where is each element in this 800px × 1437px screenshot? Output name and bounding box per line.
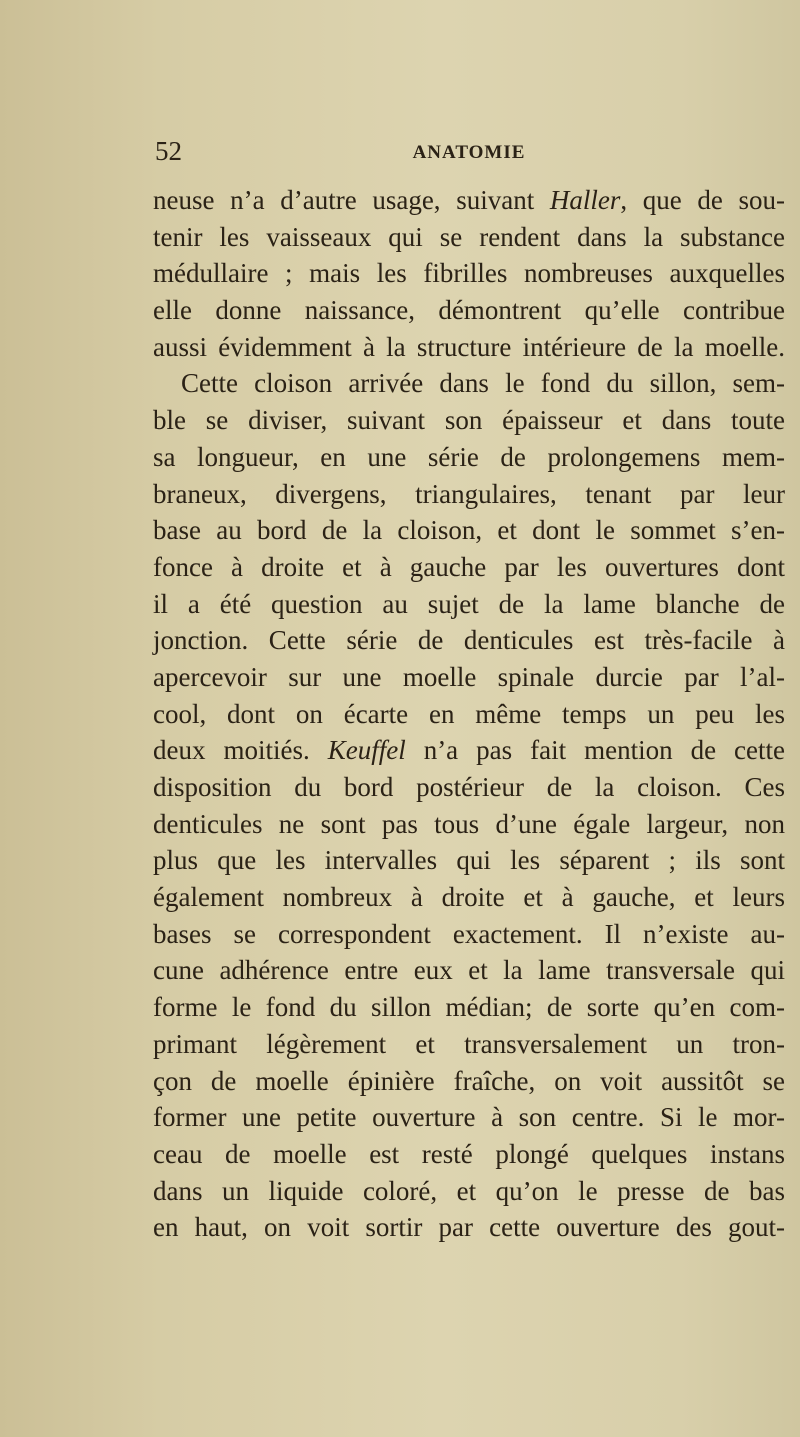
text-line-content — [153, 442, 785, 472]
page-number: 52 — [155, 136, 182, 166]
text-run: ceau de moelle est resté plongé quelques instans — [153, 1138, 785, 1169]
text-line-content — [181, 368, 785, 398]
text-run: denticules ne sont pas tous d’une égale largeur, non — [153, 808, 785, 839]
text-line-content — [153, 295, 785, 325]
text-line-content — [153, 332, 785, 362]
text-run: base au bord de la cloison, et dont le sommet s’en- — [153, 515, 785, 546]
text-line-content — [153, 589, 785, 619]
text-line-content — [153, 552, 785, 582]
text-line — [153, 476, 785, 513]
text-line — [153, 329, 785, 366]
text-line-content — [153, 1176, 785, 1206]
text-line — [153, 1099, 785, 1136]
text-line-content — [153, 699, 785, 729]
text-line — [153, 1026, 785, 1063]
text-run: également nombreux à droite et à gauche, et leurs — [153, 882, 785, 913]
text-run: en haut, on voit sortir par cette ouverture des gout- — [153, 1212, 785, 1243]
text-line — [153, 989, 785, 1026]
text-line-content — [153, 1212, 785, 1242]
text-run: cune adhérence entre eux et la lame transversale qui — [153, 955, 785, 986]
text-line — [153, 952, 785, 989]
text-run: Cette cloison arrivée dans le fond du sillon, sem- — [181, 368, 785, 399]
text-run: sa longueur, en une série de prolongemens mem- — [153, 441, 785, 472]
text-run: il a été question au sujet de la lame blanche de — [153, 588, 785, 619]
text-run: disposition du bord postérieur de la cloison. Ces — [153, 772, 785, 802]
text-run: deux moitiés. — [153, 735, 328, 766]
text-run: former une petite ouverture à son centre. Si le mor- — [153, 1102, 785, 1133]
text-run: fonce à droite et à gauche par les ouvertures dont — [153, 551, 785, 582]
text-line — [153, 292, 785, 329]
text-line-content — [153, 258, 785, 288]
text-line-content — [153, 479, 785, 509]
text-line — [153, 1063, 785, 1100]
text-line-content — [153, 735, 785, 765]
text-line — [153, 255, 785, 292]
text-line — [153, 879, 785, 916]
italic-name: Haller — [549, 185, 621, 215]
text-line — [153, 182, 785, 219]
text-line — [153, 696, 785, 733]
text-run: apercevoir sur une moelle spinale durcie par l’al- — [153, 661, 785, 692]
text-line-content — [153, 1139, 785, 1169]
text-line — [153, 659, 785, 696]
text-line — [153, 1136, 785, 1173]
text-line — [153, 1209, 785, 1246]
text-run: neuse n’a d’autre usage, suivant — [153, 185, 550, 215]
text-run: aussi évidemment à la structure intérieure de la moelle. — [153, 331, 785, 362]
text-run: cool, dont on écarte en même temps un peu les — [153, 698, 785, 729]
text-run: ble se diviser, suivant son épaisseur et dans toute — [153, 405, 785, 436]
text-run: , que de sou- — [620, 185, 785, 215]
text-line — [153, 916, 785, 953]
text-line-content — [153, 405, 785, 435]
text-line-content — [153, 955, 785, 985]
text-line-content — [153, 809, 785, 839]
body-text — [153, 182, 785, 1246]
text-run: forme le fond du sillon médian; de sorte qu’en com- — [153, 992, 785, 1023]
text-run: primant légèrement et transversalement un tron- — [153, 1028, 785, 1059]
text-line-content — [153, 772, 785, 802]
text-line — [153, 402, 785, 439]
text-line-content — [153, 882, 785, 912]
text-line — [153, 439, 785, 476]
text-line-content — [153, 919, 785, 949]
text-line-content — [153, 625, 785, 655]
text-run: braneux, divergens, triangulaires, tenant par leur — [153, 478, 785, 509]
text-line-content — [153, 992, 785, 1022]
running-title: ANATOMIE — [412, 142, 526, 163]
text-run: bases se correspondent exactement. Il n’existe au- — [153, 918, 785, 949]
text-line — [153, 732, 785, 769]
text-line — [153, 769, 785, 806]
text-line-content — [153, 222, 785, 252]
text-run: plus que les intervalles qui les séparent ; ils sont — [153, 845, 785, 876]
text-line-content — [153, 1029, 785, 1059]
text-line — [153, 512, 785, 549]
text-line — [153, 219, 785, 256]
text-line-content — [153, 1066, 785, 1096]
page-header — [153, 136, 785, 170]
text-line — [153, 365, 785, 402]
text-line — [153, 622, 785, 659]
text-run: çon de moelle épinière fraîche, on voit aussitôt se — [153, 1065, 785, 1096]
text-line — [153, 842, 785, 879]
text-line — [153, 806, 785, 843]
italic-name: Keuffel — [327, 735, 406, 766]
text-run: tenir les vaisseaux qui se rendent dans la substance — [153, 221, 785, 252]
text-run: jonction. Cette série de denticules est très-facile à — [153, 625, 785, 656]
text-run: elle donne naissance, démontrent qu’elle contribue — [153, 295, 785, 326]
text-line — [153, 586, 785, 623]
text-run: n’a pas fait mention de cette — [405, 735, 786, 766]
text-line — [153, 1173, 785, 1210]
text-line-content — [153, 1102, 785, 1132]
text-line-content — [153, 185, 785, 215]
text-line-content — [153, 515, 785, 545]
text-run: dans un liquide coloré, et qu’on le presse de bas — [153, 1175, 785, 1206]
text-line-content — [153, 845, 785, 875]
text-run: médullaire ; mais les fibrilles nombreuses auxquelles — [153, 258, 785, 289]
text-line-content — [153, 662, 785, 692]
text-line — [153, 549, 785, 586]
